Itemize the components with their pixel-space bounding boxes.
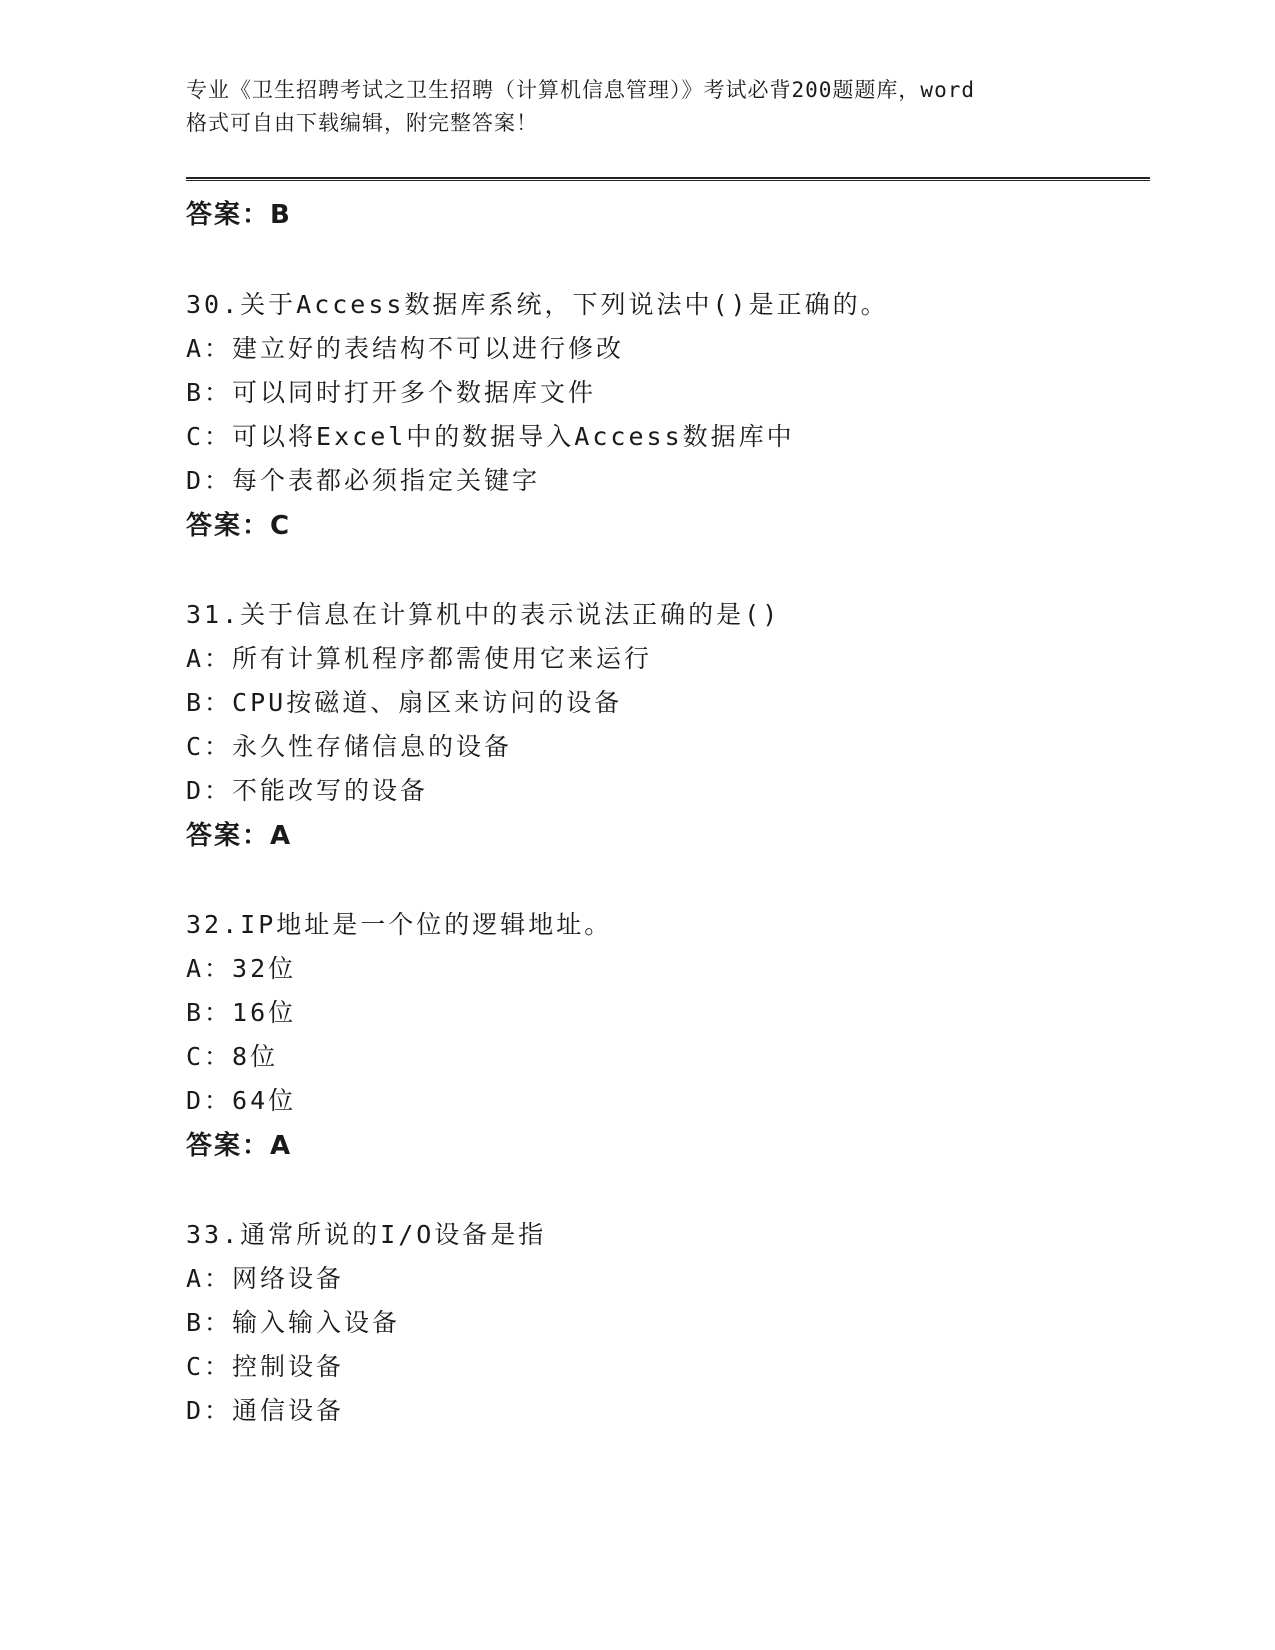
option-33-a: A：网络设备 [186,1264,345,1293]
previous-answer: 答案：B [186,200,292,230]
option-31-d: D：不能改写的设备 [186,776,429,805]
option-33-c: C：控制设备 [186,1352,345,1381]
option-30-b: B：可以同时打开多个数据库文件 [186,378,597,407]
option-30-d: D：每个表都必须指定关键字 [186,466,541,495]
header-line-1: 专业《卫生招聘考试之卫生招聘（计算机信息管理）》考试必背200题题库，word [186,78,975,102]
question-stem-32: 32.IP地址是一个位的逻辑地址。 [186,910,613,939]
answer-30: 答案：C [186,511,292,541]
option-32-c: C：8位 [186,1042,279,1071]
option-33-d: D：通信设备 [186,1396,345,1425]
header-divider [186,177,1150,181]
option-30-a: A：建立好的表结构不可以进行修改 [186,334,625,363]
option-31-a: A：所有计算机程序都需使用它来运行 [186,644,653,673]
document-header [186,74,1086,140]
question-stem-30: 30.关于Access数据库系统，下列说法中()是正确的。 [186,290,889,319]
option-30-c: C：可以将Excel中的数据导入Access数据库中 [186,422,795,451]
question-stem-31: 31.关于信息在计算机中的表示说法正确的是() [186,600,781,629]
option-32-d: D：64位 [186,1086,297,1115]
option-33-b: B：输入输入设备 [186,1308,401,1337]
answer-31: 答案：A [186,821,293,851]
header-line-2: 格式可自由下载编辑，附完整答案！ [186,111,538,135]
option-31-c: C：永久性存储信息的设备 [186,732,513,761]
answer-32: 答案：A [186,1131,293,1161]
option-32-a: A：32位 [186,954,297,983]
option-32-b: B：16位 [186,998,297,1027]
question-stem-33: 33.通常所说的I/O设备是指 [186,1220,547,1249]
option-31-b: B：CPU按磁道、扇区来访问的设备 [186,688,623,717]
